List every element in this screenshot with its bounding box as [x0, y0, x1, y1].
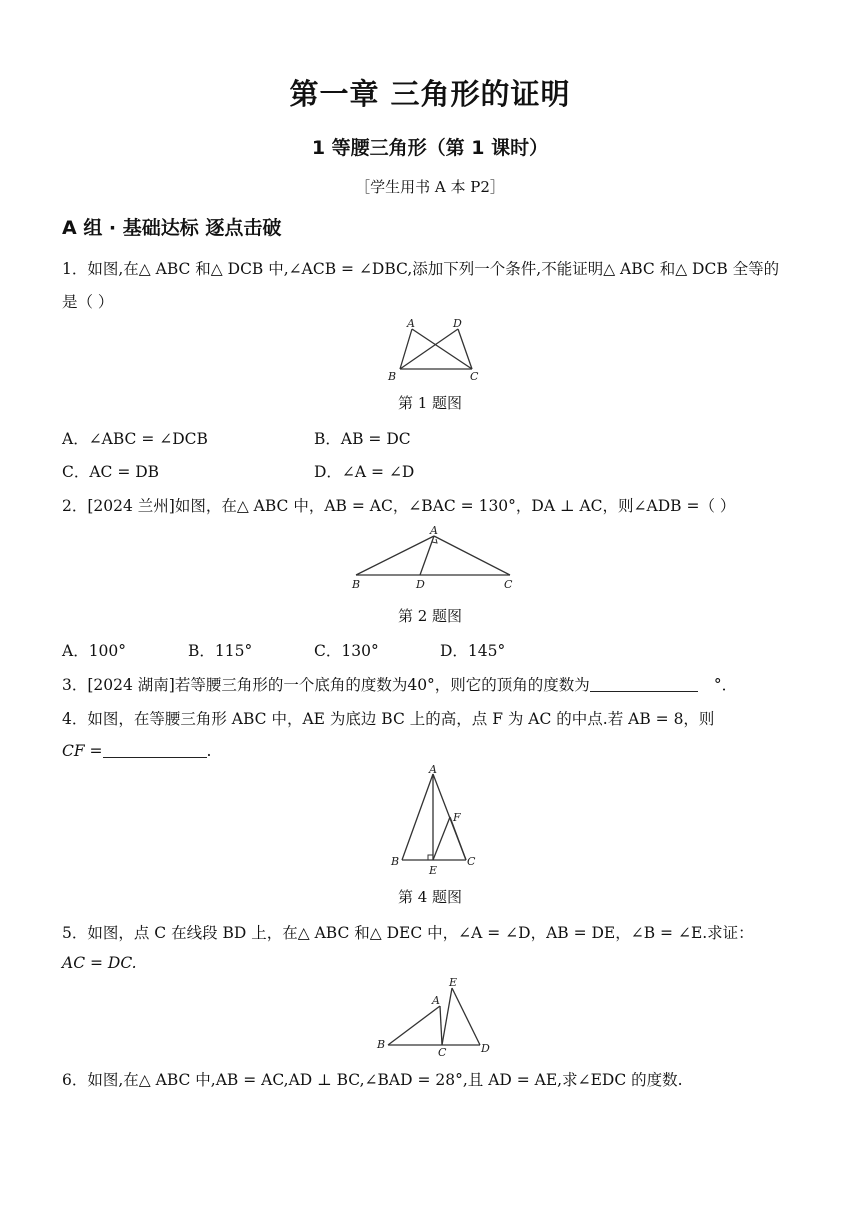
q4-label-b: B	[391, 855, 400, 868]
book-reference: ［学生用书 A 本 P2］	[355, 178, 505, 196]
chapter-title: 第一章 三角形的证明	[289, 77, 571, 111]
q1-text-line1: 1．如图,在△ ABC 和△ DCB 中,∠ACB = ∠DBC,添加下列一个条件,不能证明△ ABC 和△ DCB 全等的	[62, 260, 780, 278]
q1-label-c: C	[470, 370, 479, 383]
q5-label-a: A	[432, 994, 440, 1007]
q4-text-line2	[62, 741, 211, 760]
q5-label-b: B	[377, 1038, 386, 1051]
q1-option-d: D．∠A = ∠D	[314, 463, 415, 481]
q5-label-d: D	[481, 1042, 490, 1055]
q1-label-a: A	[407, 317, 415, 330]
q1-option-a: A．∠ABC = ∠DCB	[62, 430, 208, 448]
q4-label-f: F	[453, 811, 461, 824]
q4-text-line2-prefix: CF =	[62, 742, 103, 760]
q4-text-line1: 4．如图，在等腰三角形 ABC 中，AE 为底边 BC 上的高，点 F 为 AC 的中点.若 AB = 8，则	[62, 710, 715, 728]
q2-text-line1: 2．[2024 兰州]如图，在△ ABC 中，AB = AC，∠BAC = 130°，DA ⊥ AC，则∠ADB =（ ）	[62, 497, 736, 515]
q4-label-c: C	[467, 855, 476, 868]
q4-caption: 第 4 题图	[397, 888, 463, 906]
q1-option-c: C．AC = DB	[62, 463, 160, 481]
q6-text-line1: 6．如图,在△ ABC 中,AB = AC,AD ⊥ BC,∠BAD = 28°,且 AD = AE,求∠EDC 的度数.	[62, 1071, 683, 1089]
q5-text-line2: AC = DC.	[62, 954, 137, 972]
q1-text-line2: 是（ ）	[62, 293, 114, 311]
q1-label-d: D	[453, 317, 462, 330]
q5-label-e: E	[449, 976, 458, 989]
q5-label-c: C	[438, 1046, 447, 1058]
q4-label-a: A	[429, 764, 437, 776]
q3-text-suffix: °．	[713, 676, 738, 694]
q2-option-c: C．130°	[314, 642, 379, 660]
q2-option-d: D．145°	[440, 642, 506, 660]
q1-caption: 第 1 题图	[397, 394, 463, 412]
q5-text-line1: 5．如图，点 C 在线段 BD 上，在△ ABC 和△ DEC 中，∠A = ∠D，AB = DE，∠B = ∠E.求证：	[62, 924, 754, 942]
q1-figure	[380, 316, 490, 384]
q2-label-b: B	[352, 578, 361, 591]
lesson-title: 1 等腰三角形（第 1 课时）	[311, 137, 549, 159]
q3-answer-blank[interactable]	[590, 675, 698, 692]
q2-label-c: C	[504, 578, 513, 591]
q4-label-e: E	[429, 864, 438, 877]
q4-text-line2-suffix: .	[206, 742, 212, 760]
q2-label-d: D	[416, 578, 425, 591]
q4-figure	[386, 764, 482, 880]
q3-text-line1: 3．[2024 湖南]若等腰三角形的一个底角的度数为40°，则它的顶角的度数为	[62, 676, 590, 694]
q4-answer-blank[interactable]	[103, 741, 207, 758]
q1-option-b: B．AB = DC	[314, 430, 411, 448]
q2-option-a: A．100°	[62, 642, 127, 660]
q3-text	[62, 673, 737, 695]
q2-figure	[346, 522, 522, 594]
q2-caption: 第 2 题图	[397, 607, 463, 625]
q2-label-a: A	[430, 524, 438, 537]
q1-label-b: B	[388, 370, 397, 383]
q5-figure	[372, 976, 496, 1058]
q2-option-b: B．115°	[188, 642, 253, 660]
section-title: A 组 · 基础达标 逐点击破	[62, 217, 282, 239]
